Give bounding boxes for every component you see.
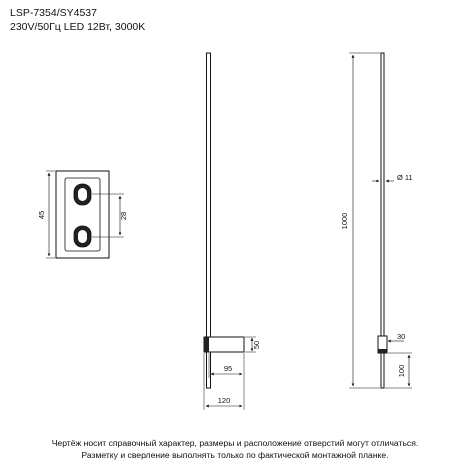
mounting-plate-view xyxy=(37,171,128,258)
front-view xyxy=(204,53,261,410)
electrical-specs: 230V/50Гц LED 12Вт, 3000K xyxy=(10,21,146,33)
dim-base-depth: 50 xyxy=(252,340,261,350)
dim-base-width-inner: 95 xyxy=(223,364,233,373)
dim-tube-diameter: Ø 11 xyxy=(397,173,413,182)
disclaimer-line-1: Чертёж носит справочный характер, размеры и расположение отверстий могут отличаться. xyxy=(51,438,419,448)
model-number: LSP-7354/SY4537 xyxy=(10,7,97,19)
front-base-cap xyxy=(204,337,209,352)
side-base-cap xyxy=(378,349,387,353)
side-view xyxy=(340,53,413,388)
dim-base-width-outer: 120 xyxy=(217,396,231,405)
dim-total-length: 1000 xyxy=(340,212,349,230)
front-base xyxy=(204,337,244,352)
dim-side-bottom: 100 xyxy=(397,364,406,378)
dim-hole-spacing: 28 xyxy=(119,211,128,221)
mounting-slot-top-hole xyxy=(78,188,87,201)
mounting-slot-bottom-hole xyxy=(78,230,87,243)
dim-side-width: 30 xyxy=(397,332,406,341)
dim-mount-height: 45 xyxy=(37,210,46,220)
disclaimer-line-2: Разметку и сверление выполнять только по фактической монтажной планке. xyxy=(81,450,389,460)
